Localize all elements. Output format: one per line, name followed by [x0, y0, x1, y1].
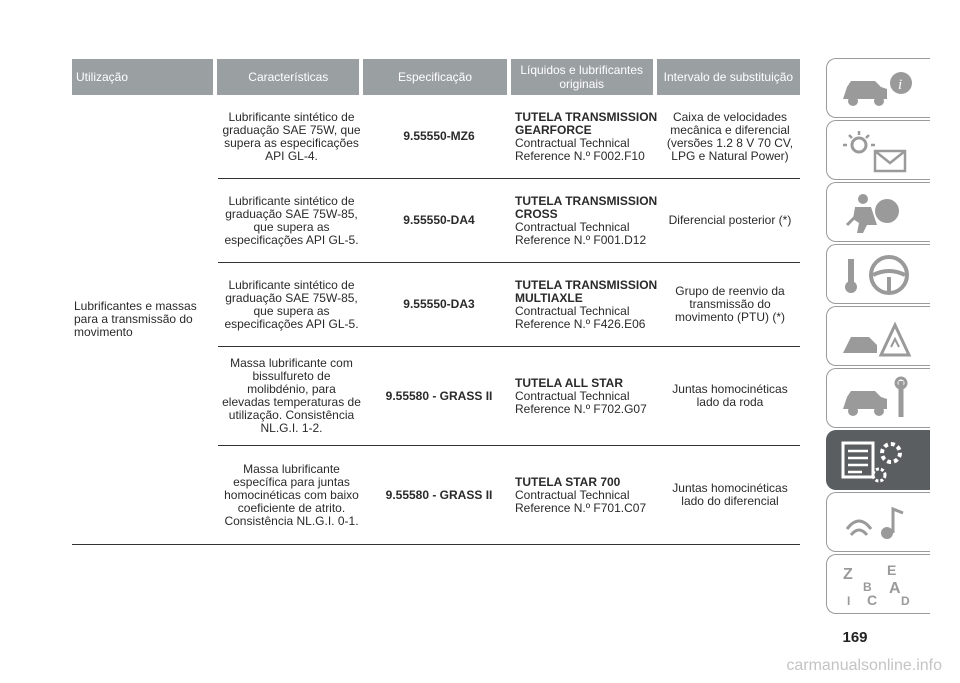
table-row — [218, 446, 800, 544]
index-icon — [837, 561, 921, 609]
svg-text:Z: Z — [843, 566, 853, 583]
interval-cell: Caixa de velocidades mecânica e diferencial (versões 1.2 8 V 70 CV, LPG e Natural Power) — [666, 109, 794, 163]
specification-cell: 9.55550-DA3 — [403, 297, 475, 311]
tab-emergency[interactable] — [826, 306, 930, 366]
characteristics-cell: Lubrificante sintético de graduação SAE 75W-85, que supera as especificações API GL-5. — [224, 193, 359, 247]
svg-text:B: B — [863, 580, 872, 594]
interval-cell: Diferencial posterior (*) — [668, 213, 792, 227]
specification-cell: 9.55550-DA4 — [403, 213, 475, 227]
warning-lights-icon — [837, 127, 921, 175]
fluid-name: TUTELA TRANSMISSION MULTIAXLE — [515, 277, 658, 305]
steering-start-icon — [837, 251, 921, 299]
table-row — [218, 347, 800, 446]
table-row — [218, 263, 800, 347]
table-row — [218, 179, 800, 263]
watermark: carmanualsonline.info — [786, 657, 942, 674]
fluid-cell — [513, 347, 660, 445]
fluid-cell — [513, 263, 660, 346]
header-interval: Intervalo de substituição — [657, 59, 800, 95]
page-number: 169 — [842, 629, 868, 646]
fluid-cell — [513, 446, 660, 544]
svg-text:I: I — [847, 594, 851, 608]
characteristics-cell: Lubrificante sintético de graduação SAE 75W-85, que supera as especificações API GL-5. — [224, 277, 359, 331]
fluid-name: TUTELA STAR 700 — [515, 474, 621, 489]
fluid-reference: Contractual Technical Reference N.º F002.F10 — [515, 135, 645, 163]
table-rows — [218, 95, 800, 544]
svg-text:C: C — [867, 592, 878, 608]
safety-airbag-icon — [837, 189, 921, 237]
tab-warning-lights[interactable] — [826, 120, 930, 180]
fluid-cell — [513, 179, 660, 262]
technical-data-icon — [837, 437, 921, 485]
fluid-reference: Contractual Technical Reference N.º F702.G07 — [515, 388, 647, 416]
fluid-name: TUTELA ALL STAR — [515, 375, 623, 390]
tab-maintenance[interactable] — [826, 368, 930, 428]
tab-car-info[interactable] — [826, 58, 930, 118]
specification-cell: 9.55580 - GRASS II — [385, 388, 493, 403]
tab-safety[interactable] — [826, 182, 930, 242]
tab-multimedia[interactable] — [826, 492, 930, 552]
maintenance-icon — [837, 375, 921, 423]
header-use: Utilização — [72, 59, 213, 95]
emergency-icon — [837, 313, 921, 361]
interval-cell: Juntas homocinéticas lado do diferencial — [672, 481, 788, 508]
characteristics-cell: Massa lubrificante específica para juntas homocinéticas com baixo coeficiente de atrito. Consistência NL.G.I. 0-1. — [224, 461, 359, 528]
car-info-icon — [837, 65, 921, 113]
table-body — [72, 95, 800, 545]
fluid-reference: Contractual Technical Reference N.º F701.C07 — [515, 487, 647, 515]
header-specification: Especificação — [363, 59, 506, 95]
multimedia-icon — [837, 499, 921, 547]
svg-text:i: i — [898, 77, 903, 93]
chapter-tabs — [826, 58, 930, 616]
specification-cell: 9.55580 - GRASS II — [385, 487, 493, 502]
interval-cell: Juntas homocinéticas lado da roda — [672, 382, 788, 409]
interval-cell: Grupo de reenvio da transmissão do movimento (PTU) (*) — [674, 284, 785, 324]
fluid-reference: Contractual Technical Reference N.º F426.E06 — [515, 303, 646, 331]
svg-text:D: D — [901, 594, 910, 608]
lubricants-table — [72, 59, 800, 545]
characteristics-cell: Massa lubrificante com bissulfureto de molibdénio, para elevadas temperaturas de utilização. Consistência NL.G.I. 1-2. — [222, 356, 361, 435]
tab-index[interactable] — [826, 554, 930, 614]
use-cell: Lubrificantes e massas para a transmissão do movimento — [74, 299, 197, 339]
header-fluids: Líquidos e lubrificantes originais — [511, 59, 653, 95]
fluid-name: TUTELA TRANSMISSION GEARFORCE — [515, 109, 658, 137]
fluid-name: TUTELA TRANSMISSION CROSS — [515, 193, 658, 221]
table-row — [218, 95, 800, 179]
svg-text:A: A — [889, 580, 901, 597]
fluid-reference: Contractual Technical Reference N.º F001.D12 — [515, 219, 647, 247]
characteristics-cell: Lubrificante sintético de graduação SAE 75W, que supera as especificações API GL-4. — [222, 109, 361, 163]
specification-cell: 9.55550-MZ6 — [403, 129, 475, 143]
tab-steering-start[interactable] — [826, 244, 930, 304]
svg-text:E: E — [887, 562, 897, 578]
table-header — [72, 59, 800, 95]
fluid-cell — [513, 95, 660, 178]
header-characteristics: Características — [217, 59, 359, 95]
tab-technical-data[interactable] — [826, 430, 930, 490]
